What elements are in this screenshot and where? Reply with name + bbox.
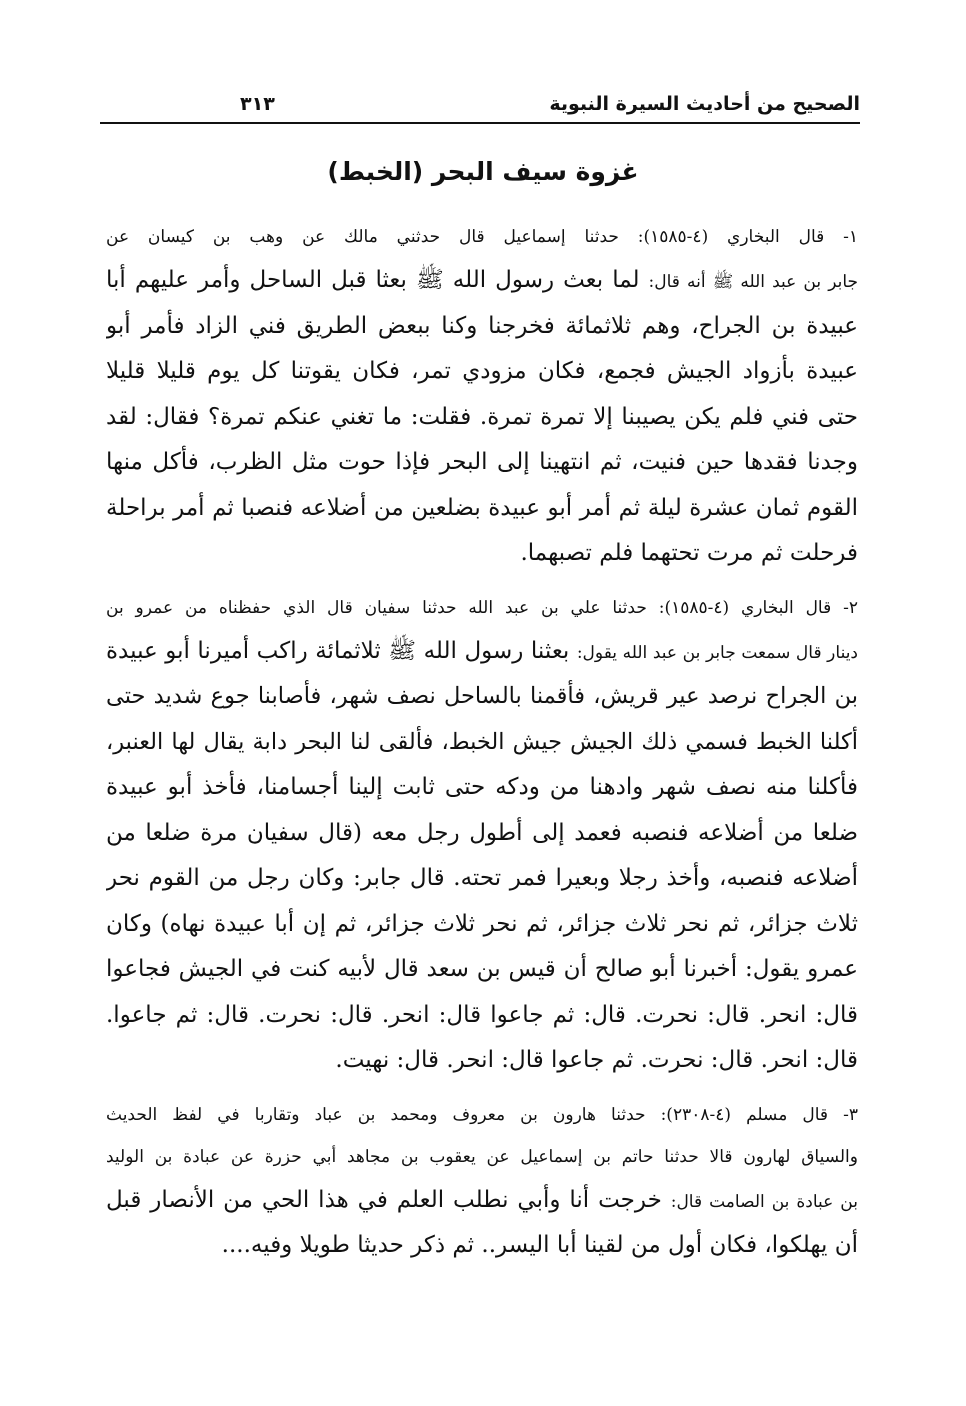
text-line: [106, 629, 858, 675]
text-line: قال: انحر. قال: نحرت. قال: ثم جاعوا قال: انحر. قال: نحرت. قال: ثم جاعوا.: [106, 1001, 858, 1028]
text-line: أن يهلكوا، فكان أول من لقينا أبا اليسر.. ثم ذكر حديثا طويلا وفيه....: [221, 1232, 858, 1258]
text-line: القوم ثمان عشرة ليلة ثم أمر أبو عبيدة بضلعين من أضلاعه فنصبا ثم أمر براحلة: [106, 494, 858, 521]
running-header: [100, 90, 860, 124]
text-line: عبيدة بن الجراح، وهم ثلاثمائة فخرجنا وكنا ببعض الطريق فني الزاد فأمر أبو: [106, 312, 858, 339]
matn-text: خرجت أنا وأبي نطلب العلم في هذا الحي من الأنصار قبل: [106, 1186, 662, 1213]
text-line: ٢- قال البخاري (٤-١٥٨٥): حدثنا علي بن عبد الله حدثنا سفيان قال الذي حفظناه من عمرو بن: [106, 597, 858, 618]
text-line: أضلاعه فنصبه، وأخذ رجلا وبعيرا فمر تحته. قال جابر: وكان رجل من القوم نحر: [106, 865, 858, 891]
text-line: وجدنا فقدها حين فنيت، ثم انتهينا إلى البحر فإذا حوت مثل الظرب، فأكل منها: [106, 449, 858, 475]
hadith-block: [106, 587, 858, 1084]
text-line: والسياق لهارون قالا حدثنا حاتم بن إسماعيل عن يعقوب بن مجاهد أبي حزرة عن عبادة بن الوليد: [106, 1146, 858, 1167]
page-number: ٣١٣: [230, 90, 285, 118]
isnad-text: بن عبادة بن الصامت قال:: [670, 1191, 858, 1212]
text-body: [106, 216, 858, 1279]
hadith-block: [106, 1094, 858, 1269]
isnad-text: دينار قال سمعت جابر بن عبد الله يقول:: [576, 642, 858, 663]
text-line: عبيدة بأزواد الجيش فجمع، فكان مزودي تمر، فكان يقوتنا كل يوم قليلا قليلا: [106, 358, 858, 384]
text-line: ثلاث جزائر، ثم نحر ثلاث جزائر، ثم نحر ثلاث جزائر، ثم إن أبا عبيدة نهاه) وكان: [106, 910, 858, 937]
isnad-text: جابر بن عبد الله ﷺ أنه قال:: [648, 272, 858, 292]
text-line: قال: انحر. قال: نحرت. ثم جاعوا قال: انحر. قال: نهيت.: [335, 1047, 858, 1073]
matn-text: بعثنا رسول الله ﷺ ثلاثمائة راكب أميرنا أبو عبيدة: [106, 637, 570, 664]
chapter-title: غزوة سيف البحر (الخبط): [327, 157, 639, 186]
text-line: ٣- قال مسلم (٤-٢٣٠٨): حدثنا هارون بن معروف ومحمد بن عباد وتقاربا في لفظ الحديث: [106, 1104, 858, 1125]
text-line: أكلنا الخبط فسمي ذلك الجيش جيش الخبط، فألقى لنا البحر دابة يقال لها العنبر،: [106, 728, 858, 755]
text-line: فرحلت ثم مرت تحتهما فلم تصبهما.: [520, 540, 858, 566]
header-rule: [100, 122, 860, 124]
text-line: حتى فني فلم يكن يصيبنا إلا تمرة تمرة. فقلت: ما تغني عنكم تمرة؟ فقال: لقد: [106, 403, 858, 430]
text-line: ١- قال البخاري (٤-١٥٨٥): حدثنا إسماعيل قال حدثني مالك عن وهب بن كيسان عن: [106, 227, 858, 247]
text-line: بن الجراح نرصد عير قريش، فأقمنا بالساحل نصف شهر، فأصابنا جوع شديد حتى: [106, 683, 858, 709]
text-line: [106, 1178, 858, 1224]
text-line: [106, 258, 858, 304]
text-line: فأكلنا منه نصف شهر وادهنا من ودكه حتى ثابت إلينا أجسامنا، فأخذ أبو عبيدة: [106, 774, 858, 800]
text-line: ضلعا من أضلاعه فنصبه فعمد إلى أطول رجل معه (قال سفيان مرة ضلعا من: [106, 819, 858, 846]
book-title: الصحيح من أحاديث السيرة النبوية: [539, 90, 860, 118]
hadith-block: [106, 216, 858, 577]
text-line: عمرو يقول: أخبرنا أبو صالح أن قيس بن سعد قال لأبيه كنت في الجيش فجاعوا: [106, 956, 858, 982]
matn-text: لما بعث رسول الله ﷺ بعثا قبل الساحل وأمر عليهم أبا: [106, 267, 640, 293]
